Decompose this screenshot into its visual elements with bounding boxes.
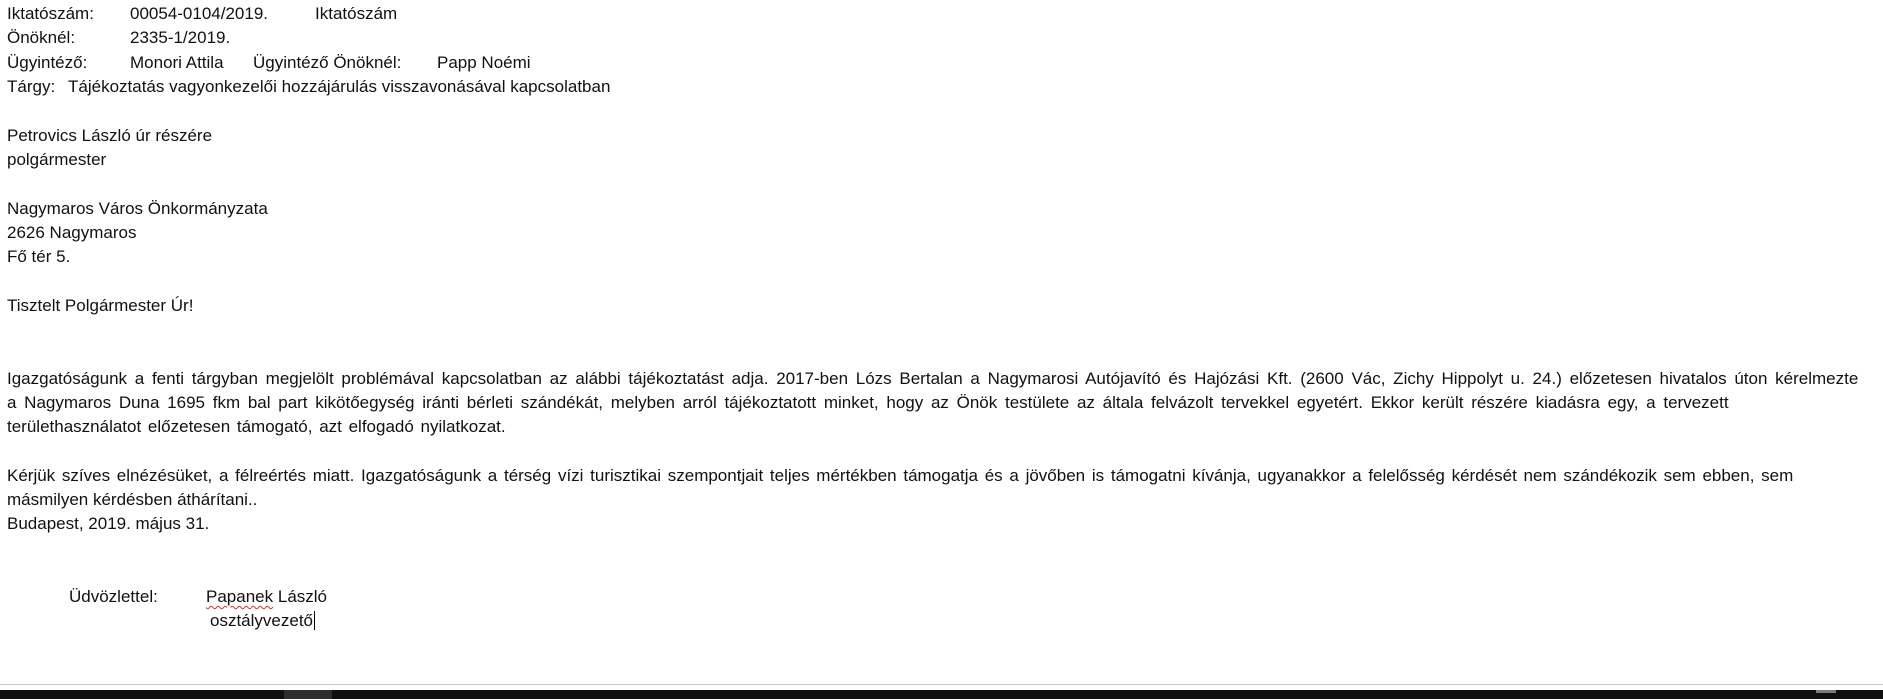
date-line: Budapest, 2019. május 31. (7, 514, 210, 533)
body-p2-line2: másmilyen kérdésben áthárítani.. (7, 490, 258, 509)
salutation: Tisztelt Polgármester Úr! (7, 296, 194, 315)
onoknel-value: 2335-1/2019. (130, 28, 231, 47)
targy-value: Tájékoztatás vagyonkezelői hozzájárulás visszavonásával kapcsolatban (68, 77, 611, 96)
iktatoszam-extra: Iktatószám (315, 4, 398, 23)
body-p2-line1: Kérjük szíves elnézésüket, a félreértés miatt. Igazgatóságunk a térség vízi turisztikai szempontjait teljes mértékben támogatja és a jövőben is támogatni kívánja, ugyanakkor a felelősség kérdését nem szándékozik sem ebben, sem (7, 466, 1794, 485)
body-p1-line1: Igazgatóságunk a fenti tárgyban megjelölt problémával kapcsolatban az alábbi tájékoztatást adja. 2017-ben Lózs Bertalan a Nagymarosi Autójavító és Hajózási Kft. (2600 Vác, Zichy Hippolyt u. 24.) előzetesen hivatalos úton kérelmezte (7, 369, 1859, 388)
taskbar-clock[interactable] (1816, 690, 1836, 693)
closing-greeting: Üdvözlettel: (69, 587, 158, 606)
signer-surname-misspelled[interactable]: Papanek (206, 587, 274, 606)
ugyintezo-label: Ügyintéző: (7, 53, 88, 72)
iktatoszam-value: 00054-0104/2019. (130, 4, 269, 23)
text-cursor (314, 611, 315, 630)
signer-given-name: László (277, 587, 327, 606)
recipient-name: Petrovics László úr részére (7, 126, 213, 145)
recipient-org: Nagymaros Város Önkormányzata (7, 199, 268, 218)
recipient-city: 2626 Nagymaros (7, 223, 137, 242)
onoknel-label: Önöknél: (7, 28, 76, 47)
ugyintezo-onoknel-label: Ügyintéző Önöknél: (253, 53, 402, 72)
recipient-title: polgármester (7, 150, 107, 169)
recipient-street: Fő tér 5. (7, 247, 71, 266)
taskbar-active-app[interactable] (284, 690, 332, 699)
signer-name (206, 585, 327, 609)
taskbar[interactable] (0, 690, 1883, 699)
signer-title-line (210, 609, 315, 633)
page-bottom-border (0, 684, 1883, 685)
targy-label: Tárgy: (7, 77, 56, 96)
ugyintezo-onoknel-value: Papp Noémi (437, 53, 531, 72)
document-page[interactable] (7, 0, 1875, 684)
body-p1-line2: a Nagymaros Duna 1695 fkm bal part kikötőegység iránti bérleti szándékát, melyben arról tájékoztatott minket, hogy az Önök testülete az általa felvázolt tervekkel egyetért. Ekkor került részére kiadásra egy, a tervezett (7, 393, 1729, 412)
signer-title: osztályvezető (210, 611, 313, 630)
ugyintezo-value: Monori Attila (130, 53, 224, 72)
body-p1-line3: területhasználatot előzetesen támogató, azt elfogadó nyilatkozat. (7, 417, 506, 436)
iktatoszam-label: Iktatószám: (7, 4, 94, 23)
